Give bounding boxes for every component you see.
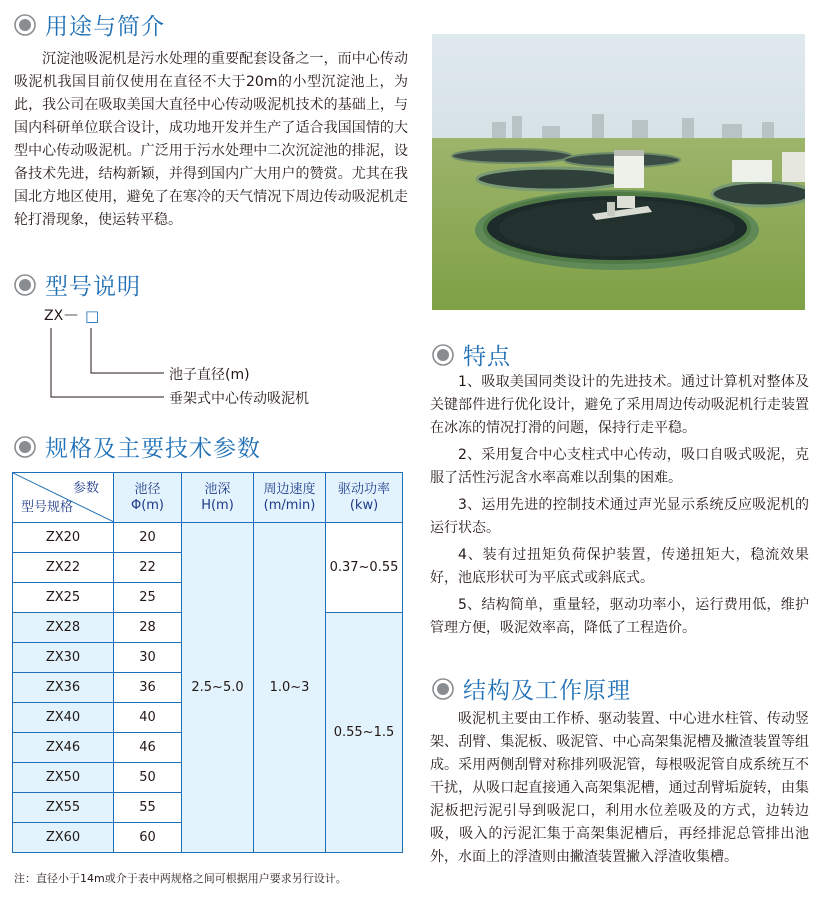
specs-note: 注：直径小于14m或介于表中两规格之间可根据用户要求另行设计。 (14, 872, 347, 885)
features-title: 特点 (463, 344, 511, 370)
header-model: 型号规格 (21, 500, 74, 515)
double-circle-bullet-icon (14, 274, 36, 296)
model-label-type: 垂架式中心传动吸泥机 (169, 391, 309, 407)
specs-title: 规格及主要技术参数 (45, 436, 261, 462)
header-power: 驱动功率 (kw) (326, 473, 403, 523)
cell-model: ZX46 (13, 733, 114, 763)
model-heading (14, 268, 141, 301)
cell-model: ZX40 (13, 703, 114, 733)
cell-diameter: 28 (114, 613, 182, 643)
cell-model: ZX50 (13, 763, 114, 793)
cell-power-large: 0.55~1.5 (326, 613, 403, 853)
model-box: □ (85, 307, 100, 325)
structure-paragraph (430, 708, 809, 869)
cell-diameter: 25 (114, 583, 182, 613)
model-code: ZX (44, 308, 64, 324)
cell-model: ZX28 (13, 613, 114, 643)
cell-diameter: 20 (114, 523, 182, 553)
specs-header-corner (13, 473, 114, 523)
features-list (430, 371, 809, 644)
cell-speed: 1.0~3 (254, 523, 326, 853)
header-speed: 周边速度 (m/min) (254, 473, 326, 523)
cell-diameter: 36 (114, 673, 182, 703)
cell-diameter: 22 (114, 553, 182, 583)
feature-item: 1、吸取美国同类设计的先进技术。通过计算机对整体及关键部件进行优化设计，避免了采用周边传动吸泥机行走装置在冰冻的情况打滑的问题，保持行走平稳。 (430, 374, 809, 436)
feature-item: 4、装有过扭矩负荷保护装置，传递扭矩大，稳流效果好，池底形状可为平底式或斜底式。 (430, 547, 809, 586)
intro-text: 沉淀池吸泥机是污水处理的重要配套设备之一，而中心传动吸泥机我国目前仅使用在直径不大于20m的小型沉淀池上，为此，我公司在吸取美国大直径中心传动吸泥机技术的基础上，与国内科研单位联合设计，成功地开发并生产了适合我国国情的大型中心传动吸泥机。广泛用于污水处理中二次沉淀池的排泥，设备技术先进，结构新颖，并得到国内广大用户的赞赏。尤其在我国北方地区使用，避免了在寒冷的天气情况下周边传动吸泥机走轮打滑现象，使运转平稳。 (14, 51, 408, 228)
specs-heading (14, 430, 261, 463)
double-circle-bullet-icon (14, 436, 36, 458)
header-depth: 池深 H(m) (182, 473, 254, 523)
double-circle-bullet-icon (14, 14, 36, 36)
sedimentation-tank-photo (432, 34, 805, 310)
cell-model: ZX36 (13, 673, 114, 703)
specs-header-row (13, 473, 403, 523)
double-circle-bullet-icon (432, 344, 454, 366)
structure-heading (432, 672, 631, 705)
structure-title: 结构及工作原理 (463, 678, 631, 704)
cell-diameter: 55 (114, 793, 182, 823)
feature-item: 5、结构简单，重量轻，驱动功率小，运行费用低，维护管理方便，吸泥效率高，降低了工程造价。 (430, 597, 809, 636)
specs-table (12, 472, 403, 853)
features-heading (432, 338, 511, 371)
cell-model: ZX22 (13, 553, 114, 583)
intro-heading (14, 8, 165, 41)
cell-diameter: 30 (114, 643, 182, 673)
header-param: 参数 (72, 481, 99, 496)
feature-item: 3、运用先进的控制技术通过声光显示系统反应吸泥机的运行状态。 (430, 497, 809, 536)
cell-model: ZX20 (13, 523, 114, 553)
cell-diameter: 60 (114, 823, 182, 853)
cell-model: ZX60 (13, 823, 114, 853)
intro-paragraph (14, 48, 408, 232)
cell-depth: 2.5~5.0 (182, 523, 254, 853)
model-label-diameter: 池子直径(m) (169, 367, 250, 383)
table-row (13, 523, 403, 553)
cell-model: ZX30 (13, 643, 114, 673)
header-diameter: 池径 Φ(m) (114, 473, 182, 523)
model-diagram (14, 304, 394, 414)
feature-item: 2、采用复合中心支柱式中心传动，吸口自吸式吸泥，克服了活性污泥含水率高难以刮集的困难。 (430, 447, 809, 486)
cell-power-small: 0.37~0.55 (326, 523, 403, 613)
cell-diameter: 46 (114, 733, 182, 763)
cell-diameter: 40 (114, 703, 182, 733)
intro-title: 用途与简介 (45, 14, 165, 40)
model-dash: — (64, 307, 78, 323)
cell-diameter: 50 (114, 763, 182, 793)
cell-model: ZX55 (13, 793, 114, 823)
cell-model: ZX25 (13, 583, 114, 613)
structure-text: 吸泥机主要由工作桥、驱动装置、中心进水柱管、传动竖架、刮臂、集泥板、吸泥管、中心高架集泥槽及撇渣装置等组成。采用两侧刮臂对称排列吸泥管，每根吸泥管自成系统互不干扰，从吸口起直接通入高架集泥槽，通过刮臂垢旋转，由集泥板把污泥引导到吸泥口，利用水位差吸及的方式，边转边吸，吸入的污泥汇集于高架集泥槽后，再经排泥总管排出池外，水面上的浮渣则由撇渣装置撇入浮渣收集槽。 (430, 711, 809, 865)
model-title: 型号说明 (45, 274, 141, 300)
double-circle-bullet-icon (432, 678, 454, 700)
